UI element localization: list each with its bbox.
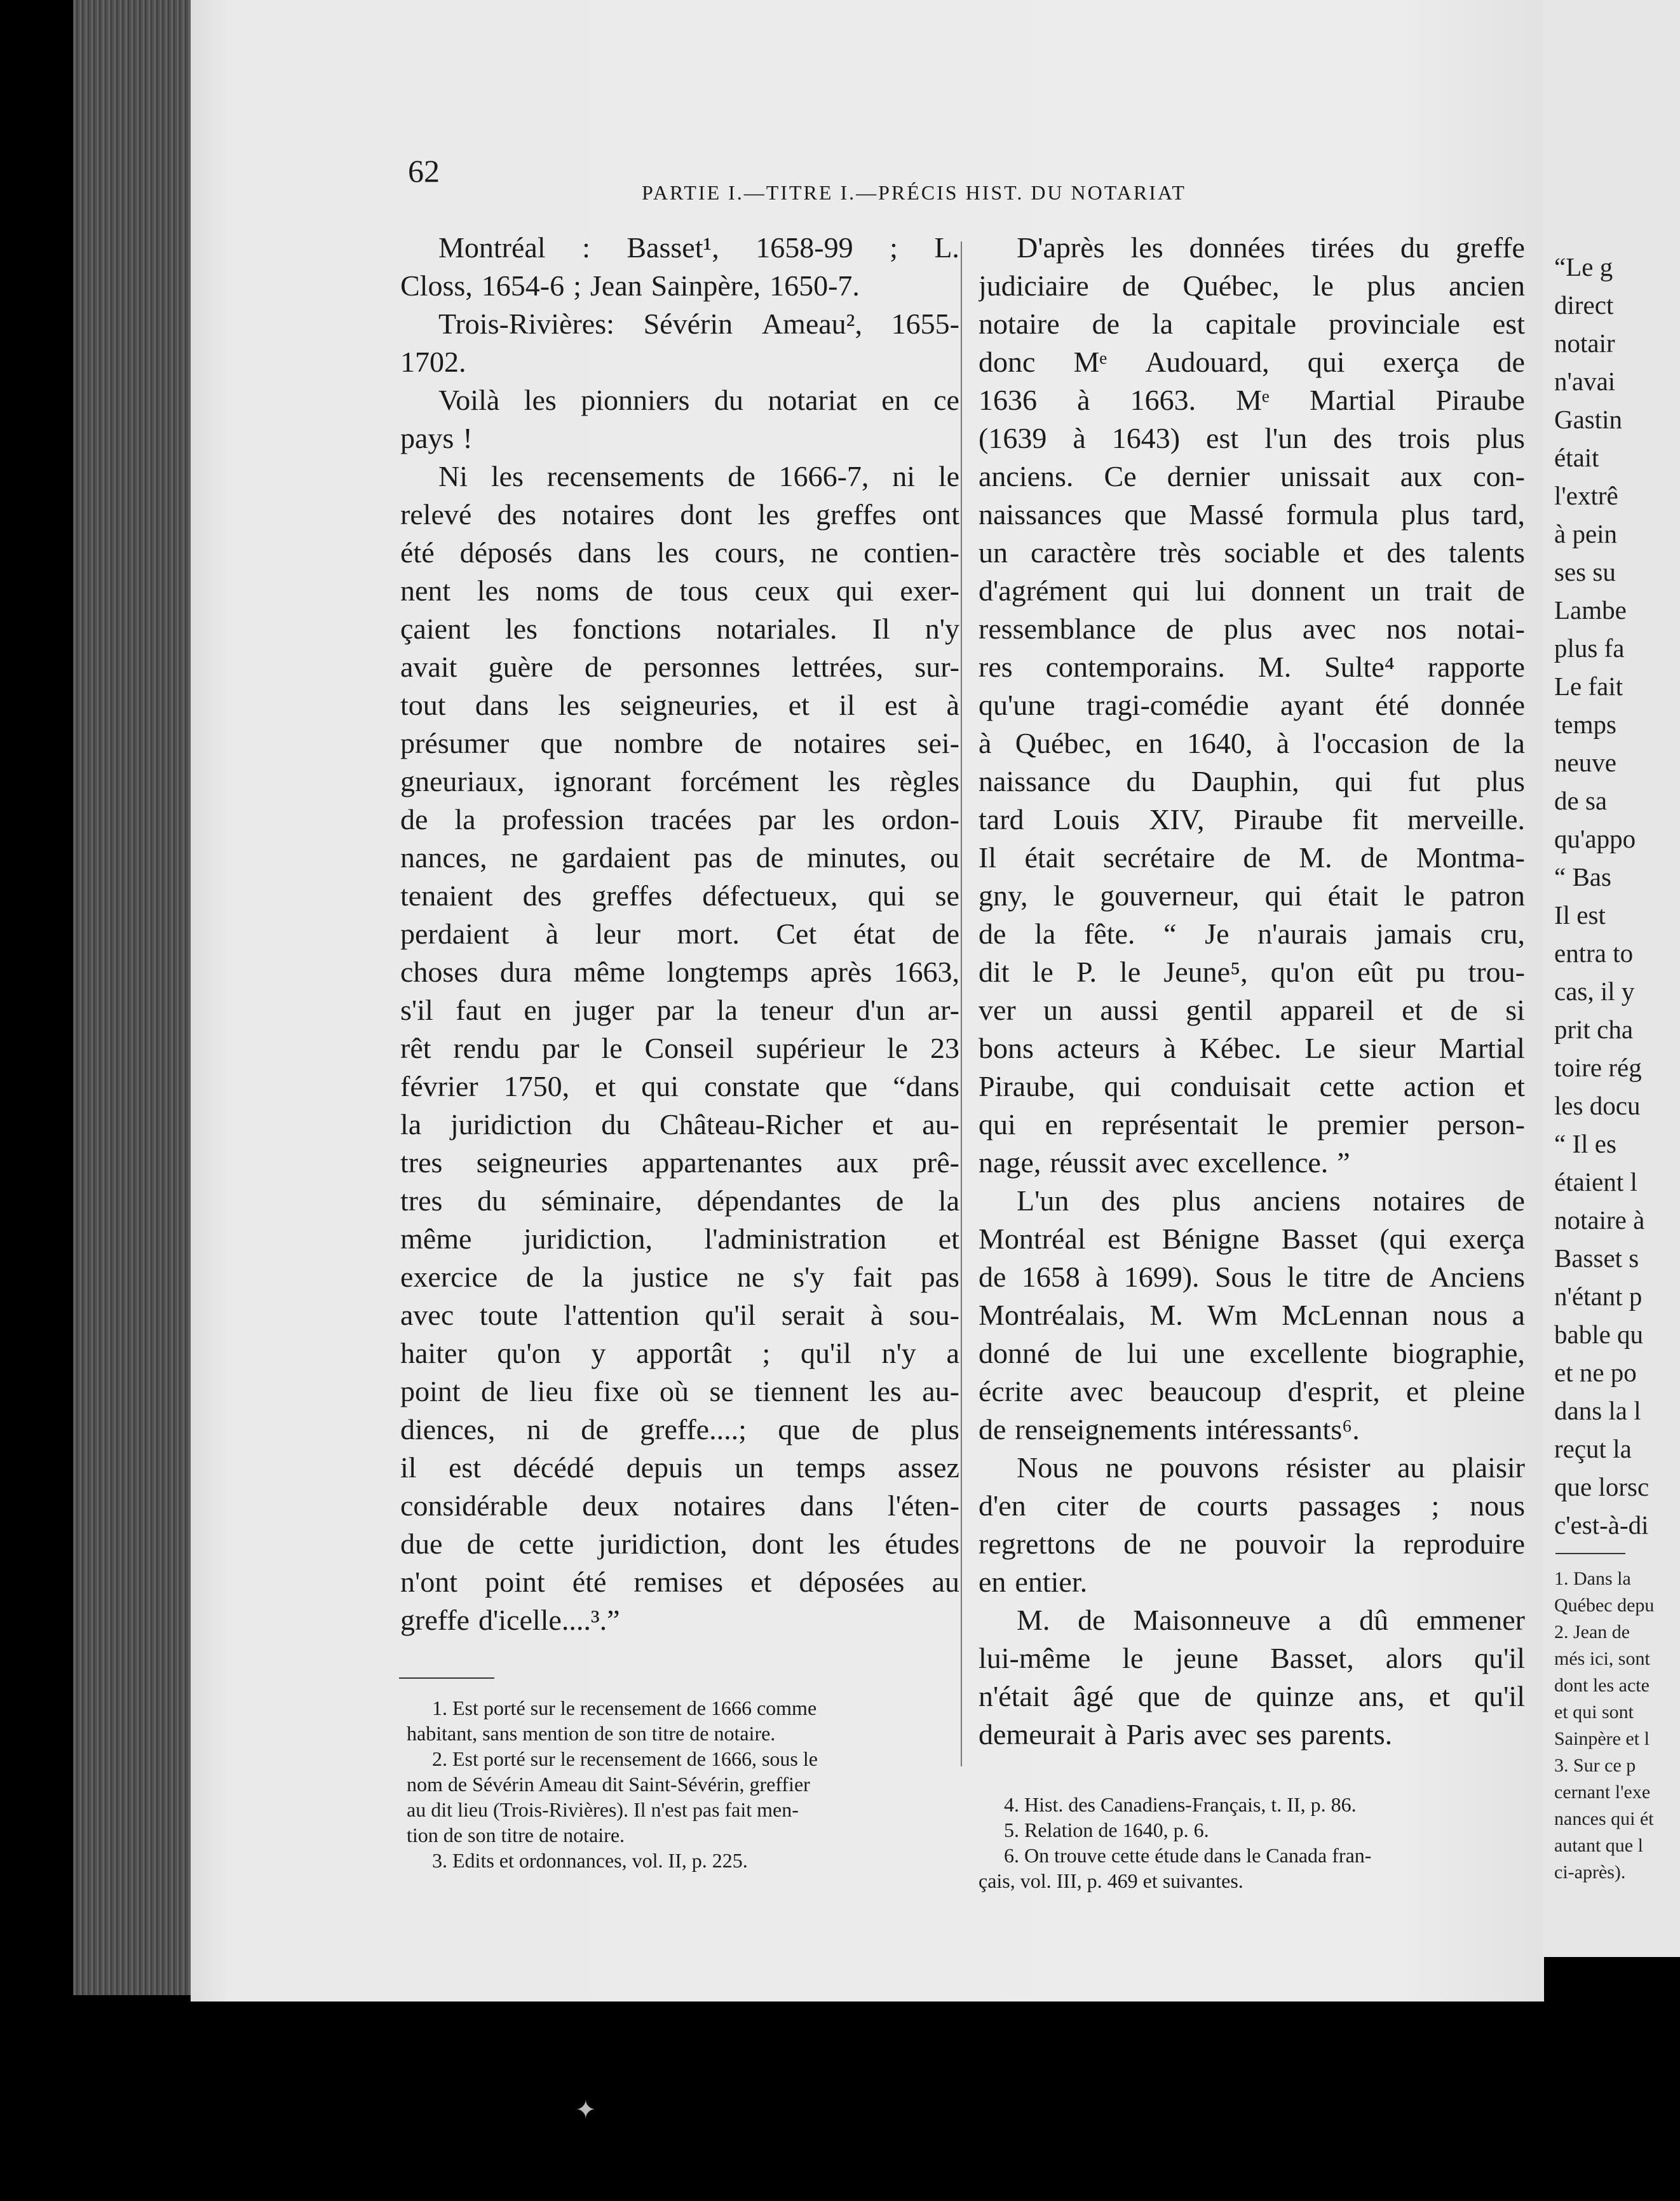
footnote-line: au dit lieu (Trois-Rivières). Il n'est pas fait men- xyxy=(407,1798,799,1821)
adjacent-page-note-line: ci-après). xyxy=(1554,1862,1626,1883)
adjacent-page-line: n'étant p xyxy=(1554,1282,1643,1311)
adjacent-page-note-line: 3. Sur ce p xyxy=(1554,1755,1636,1776)
text-line: nent les noms de tous ceux qui exer- xyxy=(400,574,959,607)
adjacent-page-line: l'extrê xyxy=(1554,481,1618,510)
adjacent-page-line: qu'appo xyxy=(1554,824,1636,853)
adjacent-page-note-line: cernant l'exe xyxy=(1554,1782,1651,1803)
text-line: à Québec, en 1640, à l'occasion de la xyxy=(979,727,1525,759)
text-line: un caractère très sociable et des talents xyxy=(979,536,1525,569)
adjacent-page-line: Basset s xyxy=(1554,1243,1639,1273)
text-line: res contemporains. M. Sulte⁴ rapporte xyxy=(979,651,1525,683)
adjacent-page-note-line: 1. Dans la xyxy=(1554,1568,1631,1589)
text-line: dit le P. le Jeune⁵, qu'on eût pu trou- xyxy=(979,956,1525,988)
text-line: ver un aussi gentil appareil et de si xyxy=(979,994,1525,1026)
text-line: n'ont point été remises et déposées au xyxy=(400,1566,959,1598)
page-number: 62 xyxy=(408,153,440,189)
adjacent-page-line: reçut la xyxy=(1554,1434,1632,1463)
adjacent-page-line: de sa xyxy=(1554,786,1608,815)
text-line: de renseignements intéressants⁶. xyxy=(979,1413,1360,1446)
adjacent-page-line: “ Il es xyxy=(1554,1129,1616,1158)
adjacent-page-note-line: autant que l xyxy=(1554,1835,1643,1856)
footnote-line: 2. Est porté sur le recensement de 1666, sous le xyxy=(432,1747,818,1770)
text-line: Trois-Rivières: Sévérin Ameau², 1655- xyxy=(438,308,959,340)
footnote-line: çais, vol. III, p. 469 et suivantes. xyxy=(979,1869,1243,1892)
text-line: M. de Maisonneuve a dû emmener xyxy=(1017,1604,1525,1636)
footnote-rule-left xyxy=(399,1677,494,1679)
text-line: Piraube, qui conduisait cette action et xyxy=(979,1070,1525,1102)
text-line: ressemblance de plus avec nos notai- xyxy=(979,613,1525,645)
footnote-line: 6. On trouve cette étude dans le Canada fran- xyxy=(1004,1844,1372,1867)
text-line: d'agrément qui lui donnent un trait de xyxy=(979,574,1525,607)
text-line: haiter qu'on y apportât ; qu'il n'y a xyxy=(400,1337,959,1369)
text-line: avait guère de personnes lettrées, sur- xyxy=(400,651,959,683)
text-line: greffe d'icelle....³.” xyxy=(400,1604,620,1636)
adjacent-page-note-line: Sainpère et l xyxy=(1554,1728,1650,1749)
text-line: de 1658 à 1699). Sous le titre de Anciens xyxy=(979,1261,1525,1293)
text-line: février 1750, et qui constate que “dans xyxy=(400,1070,959,1102)
adjacent-page-line: entra to xyxy=(1554,938,1634,968)
text-line: la juridiction du Château-Richer et au- xyxy=(400,1108,959,1141)
adjacent-page-line: c'est-à-di xyxy=(1554,1510,1649,1540)
column-divider xyxy=(961,241,962,1766)
text-line: Closs, 1654-6 ; Jean Sainpère, 1650-7. xyxy=(400,269,860,302)
text-line: de la profession tracées par les ordon- xyxy=(400,803,959,836)
text-line: D'après les données tirées du greffe xyxy=(1017,231,1525,264)
text-line: (1639 à 1643) est l'un des trois plus xyxy=(979,422,1525,454)
text-line: présumer que nombre de notaires sei- xyxy=(400,727,959,759)
footnote-line: habitant, sans mention de son titre de notaire. xyxy=(407,1722,776,1745)
adjacent-page-footnote-rule xyxy=(1555,1553,1625,1554)
adjacent-page-line: et ne po xyxy=(1554,1358,1637,1387)
text-line: regrettons de ne pouvoir la reproduire xyxy=(979,1527,1525,1560)
text-line: diences, ni de greffe....; que de plus xyxy=(400,1413,959,1446)
text-line: avec toute l'attention qu'il serait à sou- xyxy=(400,1299,959,1331)
adjacent-page-line: neuve xyxy=(1554,748,1616,777)
adjacent-page-line: les docu xyxy=(1554,1091,1641,1120)
text-line: tenaient des greffes défectueux, qui se xyxy=(400,879,959,912)
footnote-line: nom de Sévérin Ameau dit Saint-Sévérin, greffier xyxy=(407,1773,810,1796)
text-line: exercice de la justice ne s'y fait pas xyxy=(400,1261,959,1293)
text-line: de la fête. “ Je n'aurais jamais cru, xyxy=(979,918,1525,950)
text-line: naissances que Massé formula plus tard, xyxy=(979,498,1525,531)
adjacent-page-line: était xyxy=(1554,443,1599,472)
text-line: été déposés dans les cours, ne contien- xyxy=(400,536,959,569)
adjacent-page-line: direct xyxy=(1554,290,1614,320)
text-line: Nous ne pouvons résister au plaisir xyxy=(1017,1451,1525,1484)
text-line: point de lieu fixe où se tiennent les au- xyxy=(400,1375,959,1407)
text-line: donné de lui une excellente biographie, xyxy=(979,1337,1525,1369)
adjacent-page-line: Le fait xyxy=(1554,672,1623,701)
text-line: s'il faut en juger par la teneur d'un ar- xyxy=(400,994,959,1026)
text-line: donc Mᵉ Audouard, qui exerça de xyxy=(979,346,1525,378)
adjacent-page-line: notaire à xyxy=(1554,1205,1645,1235)
text-line: rêt rendu par le Conseil supérieur le 23 xyxy=(400,1032,959,1064)
text-line: nances, ne gardaient pas de minutes, ou xyxy=(400,841,959,874)
text-line: gneuriaux, ignorant forcément les règles xyxy=(400,765,959,797)
adjacent-page-note-line: més ici, sont xyxy=(1554,1648,1650,1669)
adjacent-page-note-line: Québec depu xyxy=(1554,1595,1655,1616)
text-line: Montréal : Basset¹, 1658-99 ; L. xyxy=(438,231,959,264)
adjacent-page-line: Gastin xyxy=(1554,405,1623,434)
running-title: PARTIE I.—TITRE I.—PRÉCIS HIST. DU NOTARIAT xyxy=(642,181,1186,204)
text-line: tres seigneuries appartenantes aux prê- xyxy=(400,1146,959,1179)
adjacent-page-line: plus fa xyxy=(1554,633,1625,663)
adjacent-page-line: notair xyxy=(1554,328,1615,358)
text-line: L'un des plus anciens notaires de xyxy=(1017,1184,1525,1217)
adjacent-page-fragment xyxy=(1543,0,1680,1957)
adjacent-page-note-line: dont les acte xyxy=(1554,1675,1650,1696)
book-page-edges xyxy=(73,0,207,1995)
text-line: Montréal est Bénigne Basset (qui exerça xyxy=(979,1222,1525,1255)
text-line: lui-même le jeune Basset, alors qu'il xyxy=(979,1642,1525,1674)
text-line: tard Louis XIV, Piraube fit merveille. xyxy=(979,803,1525,836)
text-line: qui en représentait le premier person- xyxy=(979,1108,1525,1141)
footnote-line: 1. Est porté sur le recensement de 1666 comme xyxy=(432,1696,817,1719)
text-line: 1702. xyxy=(400,346,466,378)
adjacent-page-line: ses su xyxy=(1554,557,1616,586)
footnotes-right xyxy=(979,1792,1371,1893)
text-line: même juridiction, l'administration et xyxy=(400,1222,959,1255)
adjacent-page-line: Lambe xyxy=(1554,595,1627,625)
adjacent-page-note-line: 2. Jean de xyxy=(1554,1622,1630,1642)
adjacent-page-line: bable qu xyxy=(1554,1320,1644,1349)
text-line: gny, le gouverneur, qui était le patron xyxy=(979,879,1525,912)
adjacent-page-line: Il est xyxy=(1554,900,1606,930)
right-text-column xyxy=(979,229,1525,1754)
text-line: relevé des notaires dont les greffes ont xyxy=(400,498,959,531)
footnote-line: tion de son titre de notaire. xyxy=(407,1824,625,1846)
bottom-scan-mark: ✦ xyxy=(575,2096,597,2125)
adjacent-page-line: prit cha xyxy=(1554,1015,1634,1044)
text-line: due de cette juridiction, dont les études xyxy=(400,1527,959,1560)
text-line: notaire de la capitale provinciale est xyxy=(979,308,1525,340)
text-line: tres du séminaire, dépendantes de la xyxy=(400,1184,959,1217)
adjacent-page-line: cas, il y xyxy=(1554,977,1635,1006)
text-line: Voilà les pionniers du notariat en ce xyxy=(438,384,959,416)
text-line: Ni les recensements de 1666-7, ni le xyxy=(438,460,959,492)
text-line: qu'une tragi-comédie ayant été donnée xyxy=(979,689,1525,721)
adjacent-page-note-line: et qui sont xyxy=(1554,1702,1634,1723)
adjacent-page-line: temps xyxy=(1554,710,1616,739)
adjacent-page-line: étaient l xyxy=(1554,1167,1637,1196)
text-line: pays ! xyxy=(400,422,473,454)
text-line: en entier. xyxy=(979,1566,1088,1598)
text-line: tout dans les seigneuries, et il est à xyxy=(400,689,959,721)
text-line: choses dura même longtemps après 1663, xyxy=(400,956,959,988)
adjacent-page-line: toire rég xyxy=(1554,1053,1642,1082)
text-line: Montréalais, M. Wm McLennan nous a xyxy=(979,1299,1525,1331)
adjacent-page-line: à pein xyxy=(1554,519,1618,548)
text-line: nage, réussit avec excellence. ” xyxy=(979,1146,1350,1179)
adjacent-page-line: n'avai xyxy=(1554,367,1616,396)
text-line: naissance du Dauphin, qui fut plus xyxy=(979,765,1525,797)
footnote-line: 3. Edits et ordonnances, vol. II, p. 225. xyxy=(432,1849,748,1872)
text-line: bons acteurs à Kébec. Le sieur Martial xyxy=(979,1032,1525,1064)
left-text-column xyxy=(400,229,959,1639)
text-line: perdaient à leur mort. Cet état de xyxy=(400,918,959,950)
text-line: judiciaire de Québec, le plus ancien xyxy=(979,269,1525,302)
adjacent-page-note-line: nances qui ét xyxy=(1554,1808,1654,1829)
footnote-line: 4. Hist. des Canadiens-Français, t. II, p. 86. xyxy=(1004,1793,1357,1816)
adjacent-page-line: dans la l xyxy=(1554,1396,1641,1425)
footnote-line: 5. Relation de 1640, p. 6. xyxy=(1004,1818,1209,1841)
text-line: écrite avec beaucoup d'esprit, et pleine xyxy=(979,1375,1525,1407)
text-line: considérable deux notaires dans l'éten- xyxy=(400,1489,959,1522)
text-line: d'en citer de courts passages ; nous xyxy=(979,1489,1525,1522)
text-line: Il était secrétaire de M. de Montma- xyxy=(979,841,1525,874)
text-line: n'était âgé que de quinze ans, et qu'il xyxy=(979,1680,1525,1712)
text-line: çaient les fonctions notariales. Il n'y xyxy=(400,613,959,645)
text-line: il est décédé depuis un temps assez xyxy=(400,1451,959,1484)
text-line: demeurait à Paris avec ses parents. xyxy=(979,1718,1393,1751)
adjacent-page-line: “ Bas xyxy=(1554,862,1611,891)
adjacent-page-line: que lorsc xyxy=(1554,1472,1650,1501)
text-line: anciens. Ce dernier unissait aux con- xyxy=(979,460,1525,492)
text-line: 1636 à 1663. Mᵉ Martial Piraube xyxy=(979,384,1525,416)
adjacent-page-line: “Le g xyxy=(1554,252,1613,281)
footnotes-left xyxy=(407,1695,818,1873)
